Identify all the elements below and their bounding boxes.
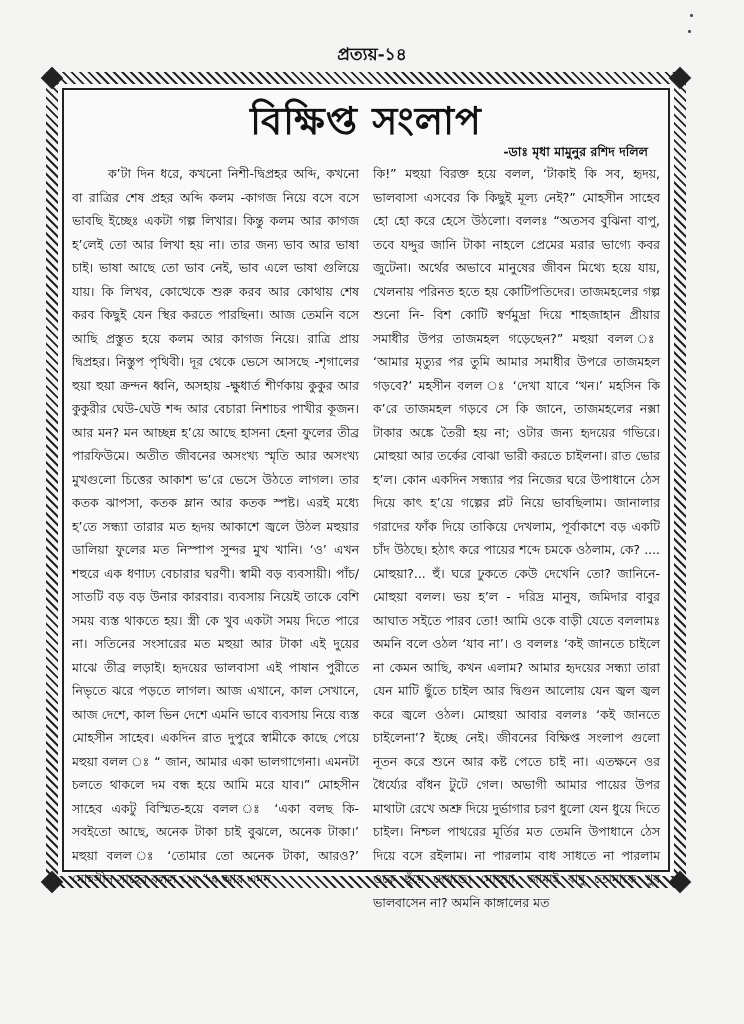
left-column-text: ক’টা দিন ধরে, কখনো নিশী-দ্বিপ্রহর অব্দি, কখনো বা রাত্রির শেষ প্রহর অব্দি কলম -কাগজ নিয়ে বসে বসে ভাবছি ইচ্ছেঃ একটা গল্প লিখার। কিন্তু কলম আর কাগজ হ’লেই তো আর লিখা হয় না। তার জন্য ভাব আর ভাষা চাই। ভাষা আছে তো ভাব নেই, ভাব এলে ভাষা গুলিয়ে যায়। কি লিখব, কোত্থেকে শুরু করব আর কোথায় শেষ করব কিছুই যেন স্থির করতে পারছিনা। আজ তেমনি বসে আছি প্রস্তুত হয়ে কলম আর কাগজ নিয়ে। রাত্রি প্রায় দ্বিপ্রহর। নিস্তুপ পৃথিবী। দূর থেকে ভেসে আসছে -শৃগালের হুয়া হুয়া ক্রন্দন ধ্বনি, অসহায় -ক্ষুধার্ত শীর্ণকায় কুকুর আর কুকুরীর ঘেউ-ঘেউ শব্দ আর বেচারা নিশাচর পাখীর কূজন। আর মন? মন আচ্ছন্ন হ’য়ে আছে হাসনা হেনা ফুলের তীব্র পারফিউমে। অতীত জীবনের অসংখ্য স্মৃতি আর অসংখ্য মুখগুলো চিত্তের আকাশ ভ’রে ভেসে উঠতে লাগল। তার কতক ঝাপসা, কতক ম্লান আর কতক স্পষ্ট। এরই মধ্যে হ’তে সন্ধ্যা তারার মত হৃদয় আকাশে জ্বলে উঠল মহুয়ার ডালিয়া ফুলের মত নিস্পাপ সুন্দর মুখ খানি। ‘ও’ এখন শহুরে এক ধণাঢ্য বেচারার ঘরণী। স্বামী বড় ব্যবসায়ী। পাঁচ/সাতটি বড় বড় উনার কারবার। ব্যবসায় নিয়েই তাকে বেশি সময় ব্যস্ত থাকতে হয়। স্ত্রী কে খুব একটা সময় দিতে পারে না। সতিনের সংসারের মত মহুয়া আর টাকা এই দুয়ের মাঝে তীব্র লড়াই। হৃদয়ের ভালবাসা এই পাষান পুরীতে নিভৃতে ঝরে পড়তে লাগল। আজ এখানে, কাল সেখানে, আজ দেশে, কাল ভিন দেশে এমনি ভাবে ব্যবসায় নিয়ে ব্যস্ত মোহসীন সাহেব। একদিন রাত দুপুরে স্বামীকে কাছে পেয়ে মহুয়া বলল ঃ “ জান, আমার একা ভালগাগেনা। এমনটা চলতে থাকলে দম বন্ধ হয়ে আমি মরে যাব।” মোহসীন সাহেব একটু বিস্মিত-হয়ে বলল ঃ ‘একা বলছ কি-সবইতো আছে, অনেক টাকা চাই বুঝলে, অনেক টাকা।’ মহুয়া বলল ঃ ‘তোমার তো অনেক টাকা, আরও?’ মোহসীন সাহেব বলল ঃ “এ আর এমন — [72, 166, 359, 886]
decorative-border-frame — [46, 72, 686, 910]
article-author: -ডাঃ মৃধা মামুনুর রশিদ দলিল — [503, 144, 648, 159]
article-title: বিক্ষিপ্ত সংলাপ — [250, 99, 482, 143]
corner-ornament-icon — [669, 871, 692, 894]
page-number: প্রত্যয়-১৪ — [337, 45, 407, 65]
right-column-text: কি!” মহুয়া বিরক্ত হয়ে বলল, ‘টাকাই কি সব, হৃদয়, ভালবাসা এসবের কি কিছুই মূল্য নেই?” মোহসীন সাহেব হো হো করে হেসে উঠলো। বললঃ “অতসব বুঝিনা বাপু, তবে যদ্দুর জানি টাকা নাহলে প্রেমের মরার ভাগ্যে কবর জুটেনা। অর্থের অভাবে মানুষের জীবন মিথ্যে হয়ে যায়, খেলনায় পরিনত হতে হয় কোটিপতিদের। তাজমহলের গল্প শুনো নি- বিশ কোটি স্বর্ণমুদ্রা দিয়ে শাহজাহান প্রীয়ার সমাধীর উপর তাজমহল গড়েছেন?” মহুয়া বলল ঃ ‘আমার মৃত্যুর পর তুমি আমার সমাধীর উপরে তাজমহল গড়বে?’ মহসীন বলল ঃ ‘দেখা যাবে ‘খন।’ মহসিন কি ক’রে তাজমহল গড়বে সে কি জানে, তাজমহলের নক্সা টাকার অঙ্কে তৈরী হয় না; ওটার জন্য হৃদয়ের গভিরে। মোহুয়া আর তর্কের বোঝা ভারী করতে চাইলনা। রাত ভোর হ’ল। কোন একদিন সন্ধ্যার পর নিজের ঘরে উপাধানে ঠেস দিয়ে কাৎ হ’য়ে গল্পের প্লট নিয়ে ভাবছিলাম। জানালার গরাদের ফাঁক দিয়ে তাকিয়ে দেখলাম, পূর্বাকাশে বড় একটি চাঁদ উঠছে। হঠাৎ করে পায়ের শব্দে চমকে ওঠলাম, কে? .... মোহুয়া?... হুঁ। ঘরে ঢুকতে কেউ দেখেনি তো? জানিনে- মোহুয়া বলল। ভয় হ’ল - দরিদ্র মানুষ, জমিদার বাবুর আঘাত সইতে পারব তো! আমি ওকে বাড়ী যেতে বললামঃ অমনি বলে ওঠল ‘যাব না’। ও বললঃ ‘কই জানতে চাইলে না কেমন আছি, কখন এলাম? আমার হৃদয়ের সন্ধ্যা তারা যেন মাটি ছুঁতে চাইল আর দ্বিগুন আলোয় যেন জ্বল জ্বল করে জ্বলে ওঠল। মোহুয়া আবার বললঃ ‘কই জানতে চাইলেনা’? ইচ্ছে নেই। জীবনের বিক্ষিপ্ত সংলাপ গুলো নূতন করে শুনে আর কষ্ট পেতে চাই না। এতক্ষনে ওর ধৈর্য্যের বাঁধন টুটে গেল। অভাগী আমার পায়ের উপর মাথাটা রেখে অশ্রু দিয়ে দুর্ভাগার চরণ ধুলো যেন ধুয়ে দিতে চাইল। নিশ্চল পাথরের মূর্তির মত তেমনি উপাধানে ঠেস দিয়ে বসে রইলাম। না পারলাম বাধ সাধতে না পারলাম ওকে ছুঁয়ে দেখতে। মোহুয়া, জামাই বাবু তোমাকে খুব ভালবাসেন না? অমনি কাঙ্গালের মত — [373, 166, 660, 910]
left-column — [72, 162, 359, 886]
scan-speck — [690, 14, 693, 17]
corner-ornament-icon — [41, 67, 64, 90]
right-column — [373, 162, 660, 910]
corner-ornament-icon — [669, 67, 692, 90]
scan-speck — [688, 30, 691, 33]
article-body — [72, 162, 660, 910]
corner-ornament-icon — [41, 871, 64, 894]
